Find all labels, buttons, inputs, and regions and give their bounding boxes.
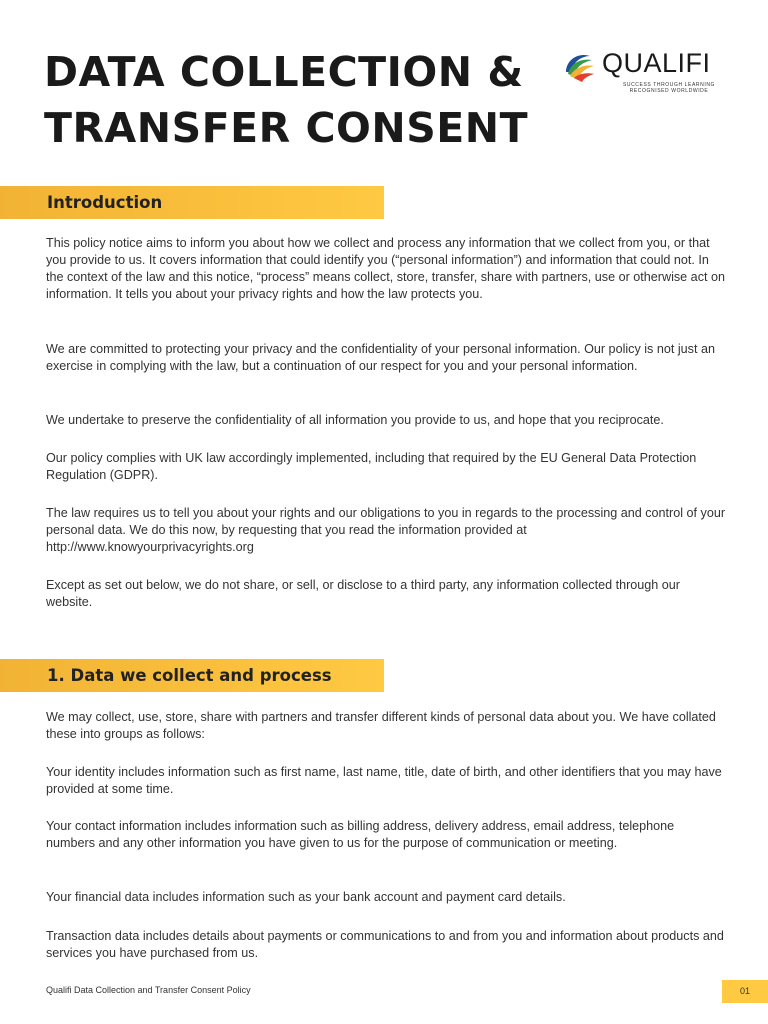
intro-paragraph: Except as set out below, we do not share, or sell, or disclose to a third party, any information collected through our website. bbox=[46, 578, 680, 609]
data-paragraph: We may collect, use, store, share with partners and transfer different kinds of personal data about you. We have collated these into groups as follows: bbox=[46, 710, 716, 741]
intro-paragraph: This policy notice aims to inform you about how we collect and process any information that we collect from you, or that you provide to us. It covers information that could identify you (“personal information”) and information that could not. In the context of the law and this notice, “process” means collect, store, transfer, share with partners, use or otherwise act on information. It tells you about your privacy rights and how the law protects you. bbox=[46, 236, 725, 301]
intro-paragraph: We undertake to preserve the confidentiality of all information you provide to us, and hope that you reciprocate. bbox=[46, 413, 664, 427]
section-heading-introduction: Introduction bbox=[0, 186, 384, 219]
intro-paragraph: We are committed to protecting your privacy and the confidentiality of your personal information. Our policy is not just an exercise in complying with the law, but a continuation of our respect for you and your personal information. bbox=[46, 342, 715, 373]
page-number-badge: 01 bbox=[722, 980, 768, 1003]
data-paragraph: Your contact information includes information such as billing address, delivery address, email address, telephone numbers and any other information you have given to us for the purpose of communication or meeting. bbox=[46, 819, 675, 850]
intro-paragraph: The law requires us to tell you about your rights and our obligations to you in regards to the processing and control of your personal data. We do this now, by requesting that you read the information provided at http://www.knowyourprivacyrights.org bbox=[46, 506, 726, 554]
qualifi-swirl-icon bbox=[562, 50, 598, 84]
logo-wordmark: QUALIFI bbox=[602, 48, 711, 78]
logo-tagline bbox=[614, 82, 724, 94]
qualifi-logo bbox=[562, 48, 732, 98]
page-title bbox=[44, 44, 564, 156]
data-paragraph: Your financial data includes information such as your bank account and payment card details. bbox=[46, 890, 566, 904]
intro-paragraph: Our policy complies with UK law accordingly implemented, including that required by the EU General Data Protection Regulation (GDPR). bbox=[46, 451, 697, 482]
title-line-2: TRANSFER CONSENT bbox=[44, 104, 529, 152]
logo-tagline-line-1: SUCCESS THROUGH LEARNING bbox=[622, 82, 716, 88]
footer-text: Qualifi Data Collection and Transfer Consent Policy bbox=[46, 985, 251, 995]
data-paragraph: Your identity includes information such as first name, last name, title, date of birth, and other identifiers that you may have provided at some time. bbox=[46, 765, 722, 796]
section-heading-data-we-collect: 1. Data we collect and process bbox=[0, 659, 384, 692]
data-paragraph: Transaction data includes details about payments or communications to and from you and information about products and services you have purchased from us. bbox=[46, 929, 724, 960]
logo-tagline-line-2: RECOGNISED WORLDWIDE bbox=[629, 88, 709, 94]
title-line-1: DATA COLLECTION & bbox=[44, 48, 524, 96]
